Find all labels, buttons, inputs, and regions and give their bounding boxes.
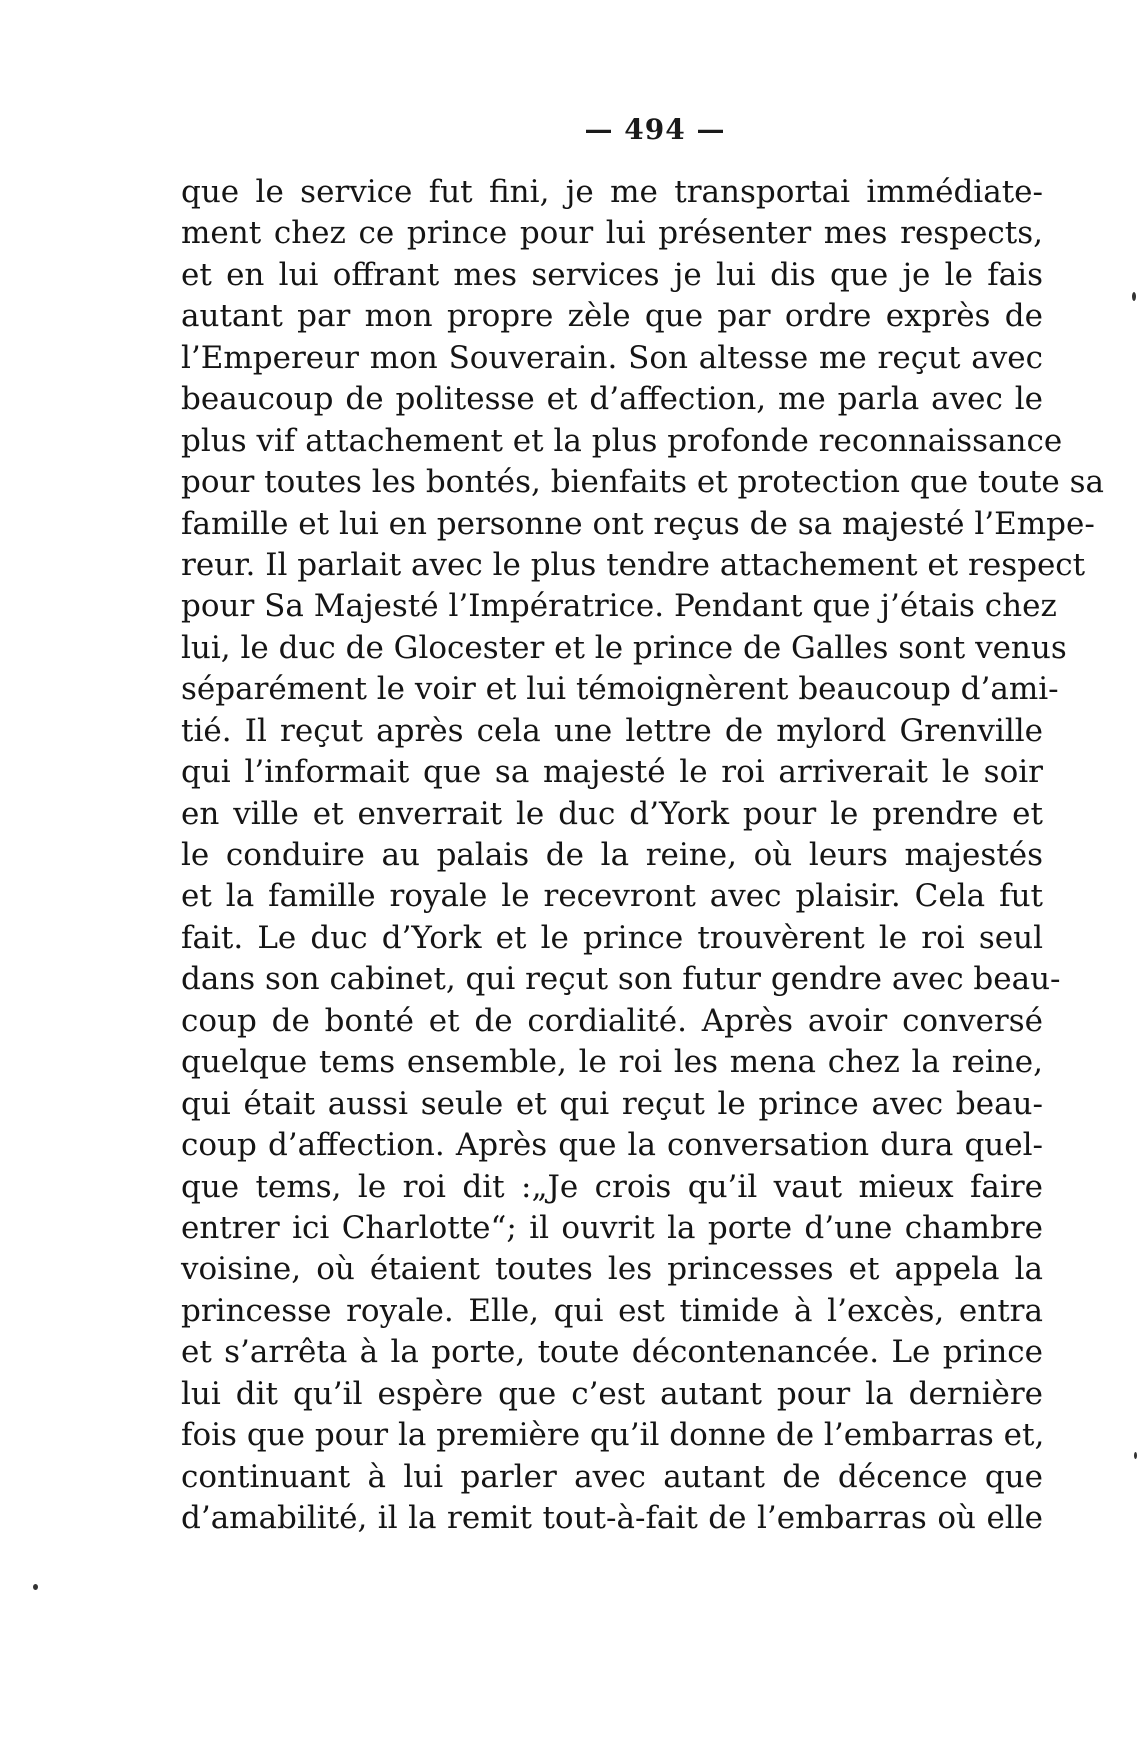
print-speck <box>33 1584 38 1590</box>
text-line: reur. Il parlait avec le plus tendre attachement et respect <box>181 546 1086 583</box>
text-line: coup de bonté et de cordialité. Après avoir conversé <box>181 1002 1043 1039</box>
text-line: quelque tems ensemble, le roi les mena chez la reine, <box>181 1044 1043 1081</box>
text-line: que le service fut fini, je me transportai immédiate- <box>181 174 1043 210</box>
text-line: plus vif attachement et la plus profonde reconnaissance <box>181 422 1063 459</box>
text-line: en ville et enverrait le duc d’York pour le prendre et <box>181 795 1043 832</box>
print-speck <box>1134 1452 1137 1459</box>
text-line: continuant à lui parler avec autant de décence que <box>181 1458 1043 1495</box>
text-line: d’amabilité, il la remit tout-à-fait de l’embarras où elle <box>181 1500 1043 1536</box>
text-line: tié. Il reçut après cela une lettre de mylord Grenville <box>181 712 1043 749</box>
page-number-text: — 494 — <box>584 113 726 146</box>
body-text <box>181 172 1105 1539</box>
text-line: pour toutes les bontés, bienfaits et protection que toute sa <box>181 464 1105 501</box>
text-line: princesse royale. Elle, qui est timide à l’excès, entra <box>181 1292 1043 1329</box>
text-line: séparément le voir et lui témoignèrent beaucoup d’ami- <box>181 671 1059 708</box>
text-line: lui, le duc de Glocester et le prince de Galles sont venus <box>181 629 1067 666</box>
print-speck <box>1132 292 1136 301</box>
text-line: que tems, le roi dit :„Je crois qu’il vaut mieux faire <box>181 1168 1043 1205</box>
text-line: dans son cabinet, qui reçut son futur gendre avec beau- <box>181 961 1061 998</box>
text-line: qui l’informait que sa majesté le roi arriverait le soir <box>181 754 1043 791</box>
text-line: l’Empereur mon Souverain. Son altesse me reçut avec <box>181 339 1043 376</box>
text-line: et s’arrêta à la porte, toute décontenancée. Le prince <box>181 1334 1043 1371</box>
text-line: coup d’affection. Après que la conversation dura quel- <box>181 1127 1043 1164</box>
text-line: autant par mon propre zèle que par ordre exprès de <box>181 298 1043 335</box>
text-line: famille et lui en personne ont reçus de sa majesté l’Empe- <box>181 505 1095 542</box>
text-line: et en lui offrant mes services je lui dis que je le fais <box>181 256 1043 293</box>
text-line: beaucoup de politesse et d’affection, me parla avec le <box>181 381 1043 418</box>
text-line: fois que pour la première qu’il donne de l’embarras et, <box>181 1417 1045 1454</box>
text-line: fait. Le duc d’York et le prince trouvèrent le roi seul <box>181 919 1043 956</box>
text-line: et la famille royale le recevront avec plaisir. Cela fut <box>181 878 1043 915</box>
text-line: ment chez ce prince pour lui présenter mes respects, <box>181 215 1043 252</box>
text-line: pour Sa Majesté l’Impératrice. Pendant que j’étais chez <box>181 588 1057 625</box>
page-number <box>0 113 1140 147</box>
text-line: entrer ici Charlotte“; il ouvrit la porte d’une chambre <box>181 1209 1043 1246</box>
text-line: qui était aussi seule et qui reçut le prince avec beau- <box>181 1085 1043 1122</box>
text-line: le conduire au palais de la reine, où leurs majestés <box>181 837 1043 873</box>
text-line: lui dit qu’il espère que c’est autant pour la dernière <box>181 1375 1043 1412</box>
text-line: voisine, où étaient toutes les princesses et appela la <box>181 1251 1043 1288</box>
